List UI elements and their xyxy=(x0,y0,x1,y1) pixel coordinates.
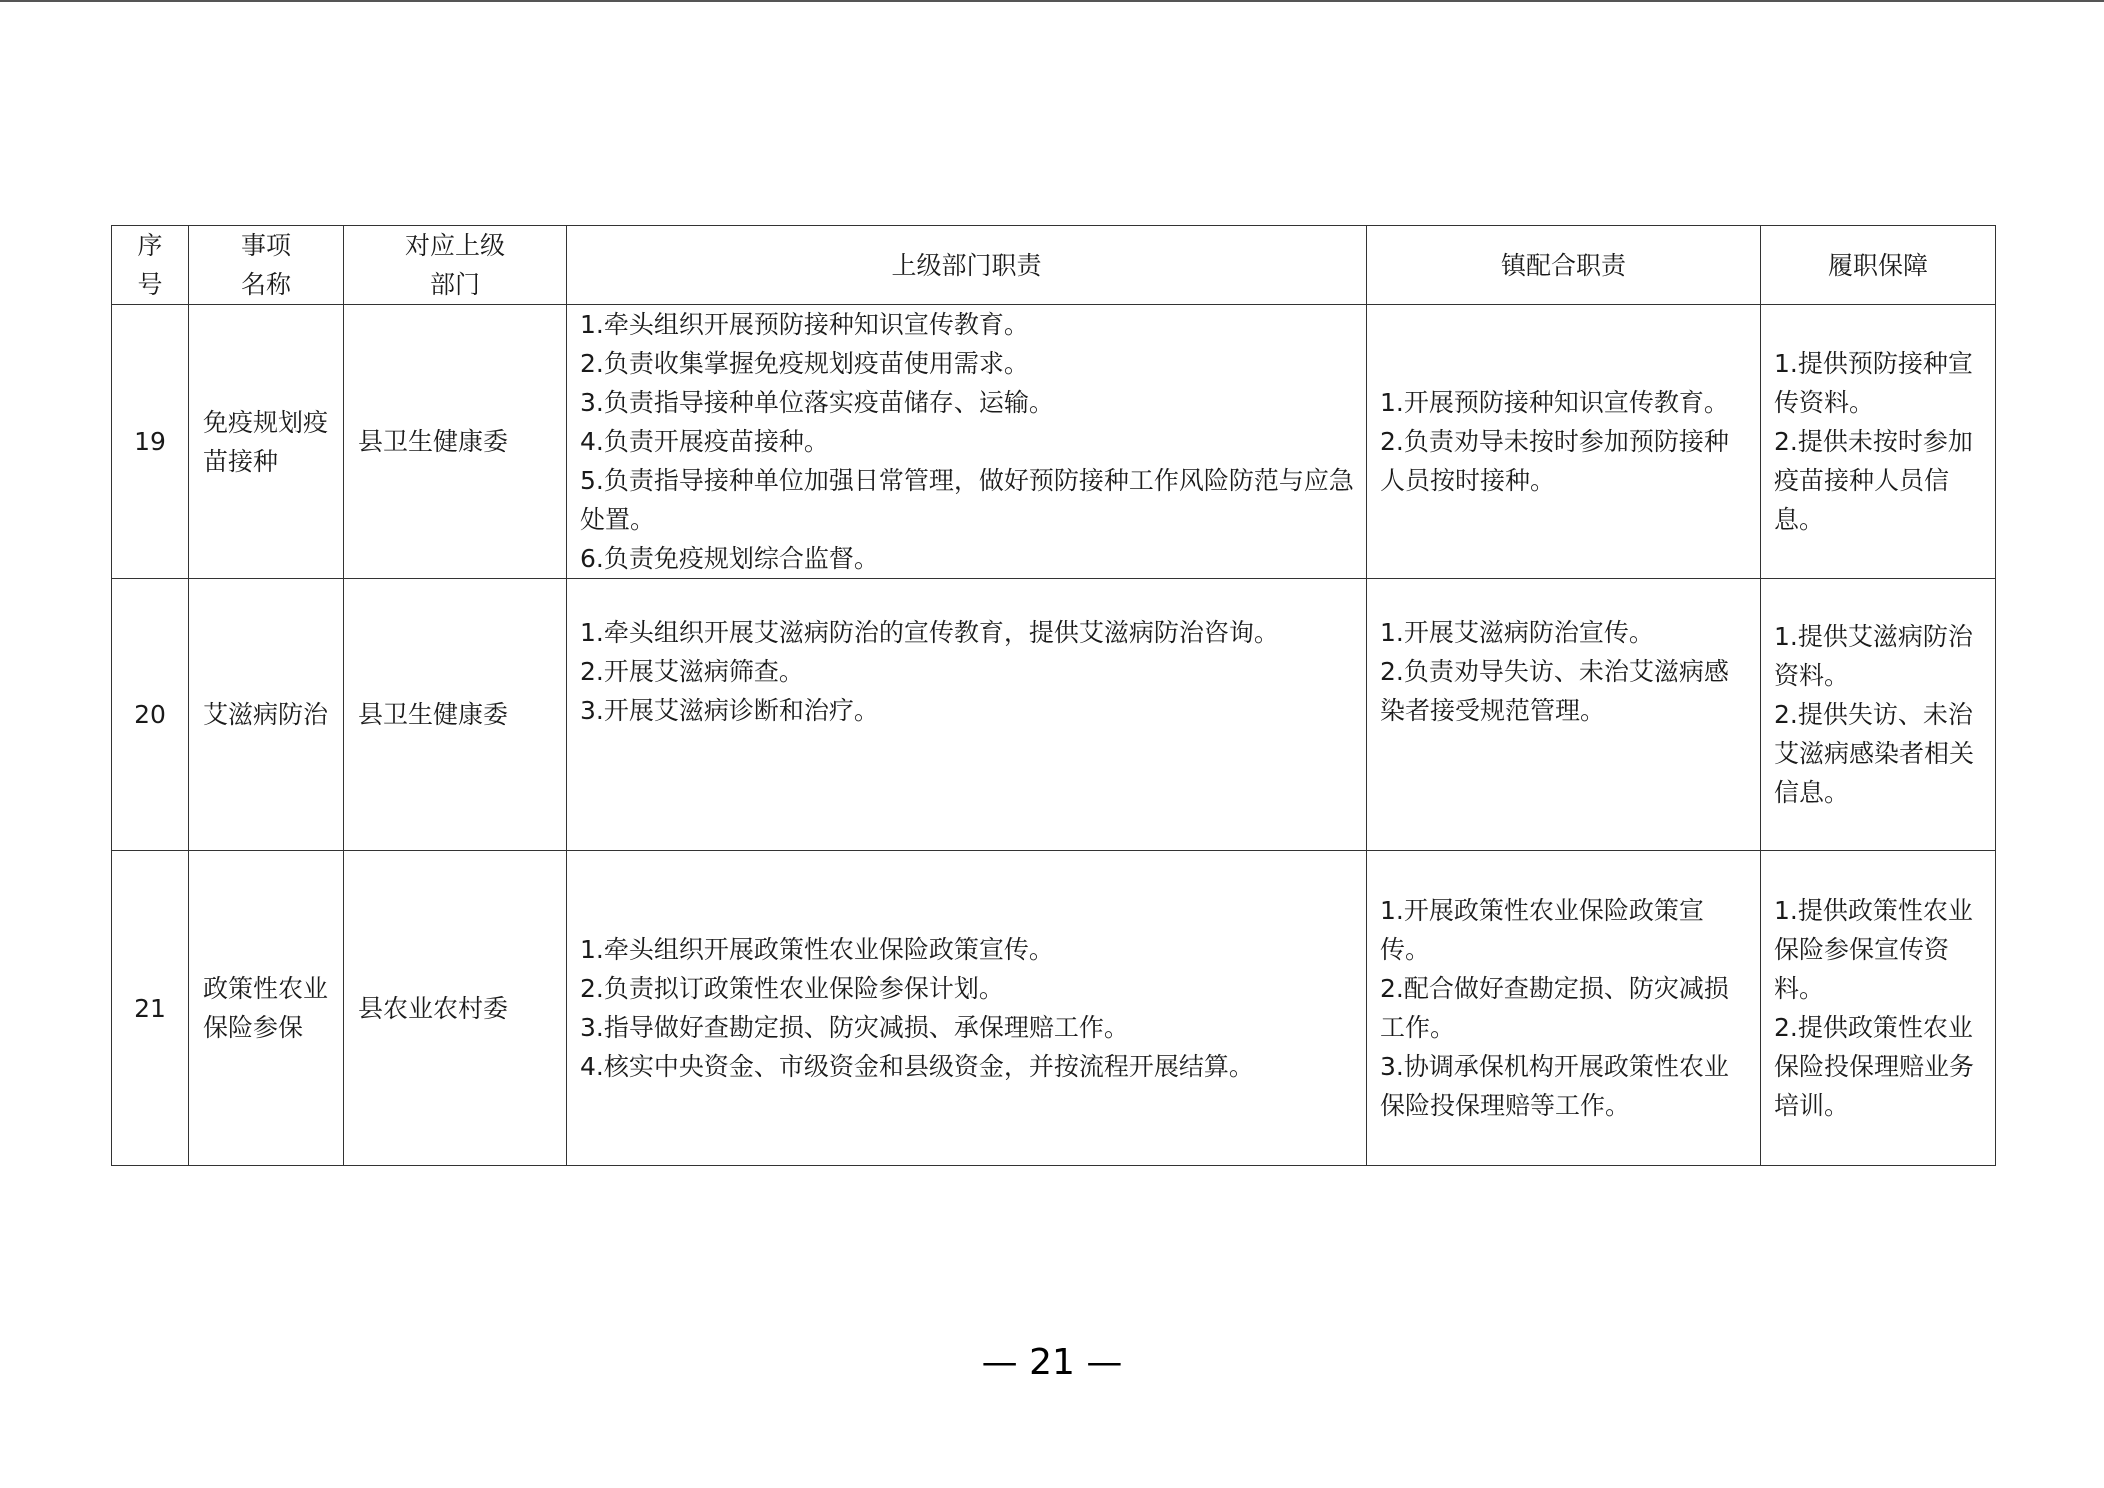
header-dept-line2: 部门 xyxy=(429,270,480,299)
header-seq-line2: 号 xyxy=(137,270,163,299)
row-guarantee xyxy=(1761,579,1996,851)
guarantee-item: 1.提供预防接种宣传资料。 xyxy=(1774,349,1973,417)
guarantee-item: 1.提供艾滋病防治资料。 xyxy=(1774,622,1973,690)
row-dept: 县卫生健康委 xyxy=(344,305,567,579)
header-guarantee: 履职保障 xyxy=(1761,226,1996,305)
header-dept-line1: 对应上级 xyxy=(404,231,505,260)
header-dept xyxy=(344,226,567,305)
row-upper-duties xyxy=(567,305,1367,579)
header-item xyxy=(189,226,344,305)
duty-item: 4.负责开展疫苗接种。 xyxy=(580,427,829,456)
duty-item: 1.牵头组织开展艾滋病防治的宣传教育，提供艾滋病防治咨询。 xyxy=(580,618,1279,647)
duty-item: 1.开展预防接种知识宣传教育。 xyxy=(1380,388,1729,417)
duty-item: 3.协调承保机构开展政策性农业保险投保理赔等工作。 xyxy=(1380,1052,1729,1120)
item-name-text: 艾滋病防治 xyxy=(203,700,329,729)
duty-item: 1.牵头组织开展政策性农业保险政策宣传。 xyxy=(580,935,1054,964)
header-town-duties: 镇配合职责 xyxy=(1367,226,1761,305)
row-seq: 20 xyxy=(112,579,189,851)
item-name-text: 政策性农业保险参保 xyxy=(203,974,329,1042)
page-top-border xyxy=(0,0,2104,2)
item-name-text: 免疫规划疫苗接种 xyxy=(203,407,329,476)
page-number: — 21 — xyxy=(981,1342,1123,1383)
duty-item: 5.负责指导接种单位加强日常管理，做好预防接种工作风险防范与应急处置。 xyxy=(580,466,1354,534)
header-seq xyxy=(112,226,189,305)
row-town-duties xyxy=(1367,305,1761,579)
table-header-row xyxy=(112,226,1996,305)
duty-item: 2.负责收集掌握免疫规划疫苗使用需求。 xyxy=(580,349,1029,378)
duty-item: 2.负责劝导未按时参加预防接种人员按时接种。 xyxy=(1380,427,1729,495)
duty-item: 4.核实中央资金、市级资金和县级资金，并按流程开展结算。 xyxy=(580,1052,1254,1081)
row-item-name xyxy=(189,305,344,579)
duty-item: 3.指导做好查勘定损、防灾减损、承保理赔工作。 xyxy=(580,1013,1129,1042)
table-row xyxy=(112,851,1996,1166)
guarantee-item: 2.提供失访、未治艾滋病感染者相关信息。 xyxy=(1774,700,1975,807)
guarantee-item: 2.提供政策性农业保险投保理赔业务培训。 xyxy=(1774,1013,1975,1120)
duty-item: 6.负责免疫规划综合监督。 xyxy=(580,544,879,573)
duty-item: 1.开展艾滋病防治宣传。 xyxy=(1380,618,1654,647)
header-upper-duties: 上级部门职责 xyxy=(567,226,1367,305)
row-item-name xyxy=(189,579,344,851)
row-dept: 县农业农村委 xyxy=(344,851,567,1166)
duty-item: 2.配合做好查勘定损、防灾减损工作。 xyxy=(1380,974,1729,1042)
row-dept: 县卫生健康委 xyxy=(344,579,567,851)
row-town-duties xyxy=(1367,851,1761,1166)
duty-item: 2.负责劝导失访、未治艾滋病感染者接受规范管理。 xyxy=(1380,657,1729,725)
guarantee-item: 1.提供政策性农业保险参保宣传资料。 xyxy=(1774,896,1973,1003)
duty-item: 1.牵头组织开展预防接种知识宣传教育。 xyxy=(580,310,1029,339)
duty-item: 3.开展艾滋病诊断和治疗。 xyxy=(580,696,879,725)
row-item-name xyxy=(189,851,344,1166)
row-guarantee xyxy=(1761,851,1996,1166)
header-seq-line1: 序 xyxy=(137,231,163,260)
row-town-duties xyxy=(1367,579,1761,851)
row-upper-duties xyxy=(567,851,1367,1166)
duty-item: 2.开展艾滋病筛查。 xyxy=(580,657,804,686)
duty-item: 1.开展政策性农业保险政策宣传。 xyxy=(1380,896,1704,964)
row-seq: 19 xyxy=(112,305,189,579)
duty-item: 3.负责指导接种单位落实疫苗储存、运输。 xyxy=(580,388,1054,417)
row-guarantee xyxy=(1761,305,1996,579)
header-item-line2: 名称 xyxy=(240,270,291,299)
row-seq: 21 xyxy=(112,851,189,1166)
row-upper-duties xyxy=(567,579,1367,851)
table-row xyxy=(112,579,1996,851)
table-row xyxy=(112,305,1996,579)
duty-item: 2.负责拟订政策性农业保险参保计划。 xyxy=(580,974,1004,1003)
header-item-line1: 事项 xyxy=(240,231,291,260)
guarantee-item: 2.提供未按时参加疫苗接种人员信息。 xyxy=(1774,427,1973,534)
duty-table xyxy=(111,225,1996,1166)
